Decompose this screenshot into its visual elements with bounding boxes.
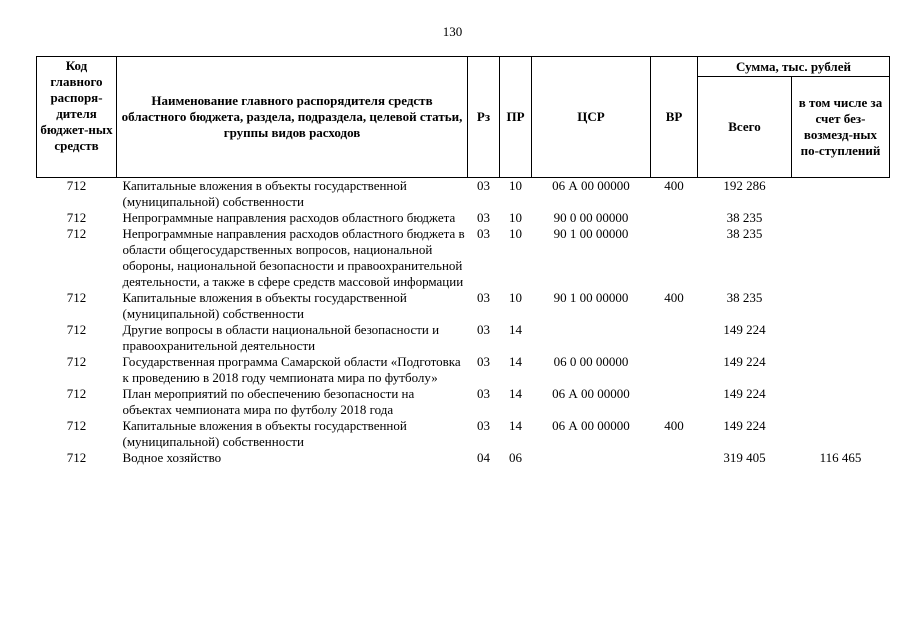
row-including: [792, 178, 890, 211]
row-code: 712: [66, 290, 87, 305]
row-csr: 06 А 00 00000: [552, 386, 630, 401]
row-name: Другие вопросы в области национальной безопасности и правоохранительной деятельности: [122, 322, 440, 353]
row-including: [792, 386, 890, 418]
row-code: 712: [66, 210, 87, 225]
table-header: [37, 57, 890, 178]
row-total: 192 286: [723, 178, 766, 193]
table-row: [37, 210, 890, 226]
row-vr: 400: [664, 418, 684, 433]
page-number: 130: [442, 24, 463, 39]
table-body: [37, 178, 890, 467]
row-name: Водное хозяйство: [122, 450, 222, 465]
row-pr: 14: [509, 354, 522, 369]
row-including: [792, 226, 890, 290]
table-row: [37, 450, 890, 466]
header-sum-group: Сумма, тыс. рублей: [698, 57, 890, 77]
row-pr: 10: [509, 290, 522, 305]
row-pr: 10: [509, 178, 522, 193]
row-including: [792, 354, 890, 386]
row-total: 38 235: [726, 226, 763, 241]
row-csr: 90 0 00 00000: [553, 210, 629, 225]
row-pr: 06: [509, 450, 522, 465]
row-csr: 06 А 00 00000: [552, 178, 630, 193]
table-row: [37, 386, 890, 418]
table-row: [37, 322, 890, 354]
row-csr: [532, 450, 651, 466]
row-code: 712: [66, 322, 87, 337]
row-including: [792, 210, 890, 226]
row-name: Непрограммные направления расходов областного бюджета: [122, 210, 456, 225]
row-csr: 90 1 00 00000: [553, 226, 629, 241]
row-including: [792, 322, 890, 354]
row-name: Государственная программа Самарской области «Подготовка к проведению в 2018 году чемпионата мира по футболу»: [122, 354, 461, 385]
header-csr: ЦСР: [532, 57, 651, 178]
row-vr: [651, 354, 698, 386]
budget-table: [36, 56, 890, 466]
header-rz: Рз: [468, 57, 500, 178]
row-total: 149 224: [723, 354, 766, 369]
row-csr: 06 А 00 00000: [552, 418, 630, 433]
header-pr: ПР: [500, 57, 532, 178]
row-total: 38 235: [726, 210, 763, 225]
row-name: Капитальные вложения в объекты государственной (муниципальной) собственности: [122, 418, 407, 449]
row-rz: 04: [477, 450, 490, 465]
row-csr: [532, 322, 651, 354]
table-row: [37, 226, 890, 290]
row-including: 116 465: [819, 450, 862, 465]
row-vr: [651, 210, 698, 226]
row-csr: 90 1 00 00000: [553, 290, 629, 305]
row-total: 149 224: [723, 322, 766, 337]
row-pr: 10: [509, 226, 522, 241]
row-code: 712: [66, 354, 87, 369]
row-code: 712: [66, 450, 87, 465]
row-pr: 14: [509, 386, 522, 401]
table-row: [37, 178, 890, 211]
row-total: 38 235: [726, 290, 763, 305]
row-pr: 10: [509, 210, 522, 225]
row-code: 712: [66, 178, 87, 193]
header-total: Всего: [698, 77, 792, 178]
row-rz: 03: [477, 210, 490, 225]
row-name: Капитальные вложения в объекты государственной (муниципальной) собственности: [122, 178, 407, 209]
row-total: 319 405: [723, 450, 766, 465]
row-vr: [651, 386, 698, 418]
table-row: [37, 354, 890, 386]
row-vr: [651, 450, 698, 466]
header-vr: ВР: [651, 57, 698, 178]
row-rz: 03: [477, 418, 490, 433]
row-code: 712: [66, 418, 87, 433]
row-csr: 06 0 00 00000: [553, 354, 629, 369]
row-rz: 03: [477, 226, 490, 241]
row-including: [792, 290, 890, 322]
row-rz: 03: [477, 290, 490, 305]
row-rz: 03: [477, 386, 490, 401]
row-vr: [651, 226, 698, 290]
row-rz: 03: [477, 354, 490, 369]
row-name: Капитальные вложения в объекты государственной (муниципальной) собственности: [122, 290, 407, 321]
header-name: Наименование главного распорядителя средств областного бюджета, раздела, подраздела, целевой статьи, группы видов расходов: [117, 57, 468, 178]
header-code: Код главного распоря-дителя бюджет-ных средств: [37, 57, 117, 178]
row-total: 149 224: [723, 418, 766, 433]
row-pr: 14: [509, 322, 522, 337]
row-name: План мероприятий по обеспечению безопасности на объектах чемпионата мира по футболу 2018 года: [122, 386, 415, 417]
table-row: [37, 418, 890, 450]
row-rz: 03: [477, 178, 490, 193]
row-pr: 14: [509, 418, 522, 433]
row-vr: 400: [664, 290, 684, 305]
header-including: в том числе за счет без-возмезд-ных по-ступлений: [792, 77, 890, 178]
row-code: 712: [66, 386, 87, 401]
row-vr: 400: [664, 178, 684, 193]
row-rz: 03: [477, 322, 490, 337]
row-code: 712: [66, 226, 87, 241]
table-row: [37, 290, 890, 322]
row-total: 149 224: [723, 386, 766, 401]
row-including: [792, 418, 890, 450]
row-name: Непрограммные направления расходов областного бюджета в области общегосударственных вопросов, национальной обороны, национальной безопасности и правоохранительной деятельности, а также в сфере средств массовой информации: [122, 226, 465, 289]
row-vr: [651, 322, 698, 354]
